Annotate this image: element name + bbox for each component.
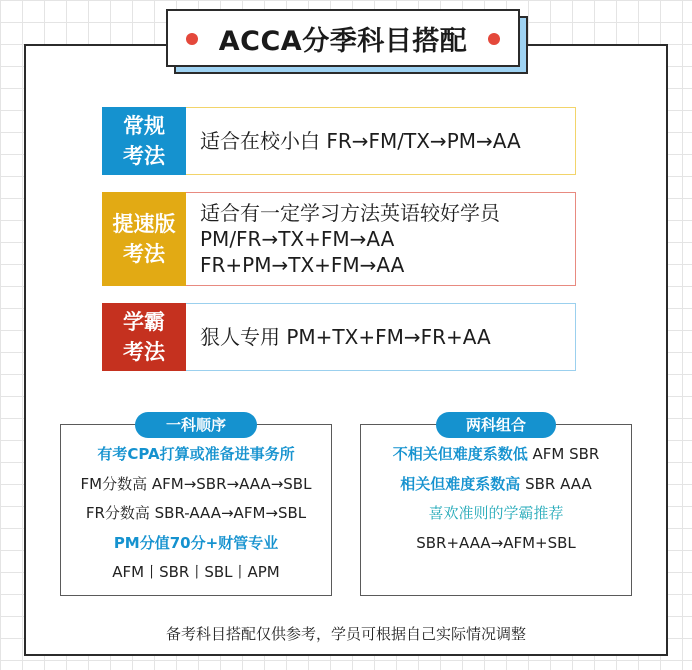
panel-line	[400, 470, 591, 500]
panel-two-subjects	[360, 416, 632, 596]
panel-text: SBR AAA	[520, 474, 592, 493]
method-row-fast	[102, 192, 576, 286]
panel-line: 有考CPA打算或准备进事务所	[97, 445, 295, 463]
method-tag-fast	[102, 192, 186, 286]
panel-line: FR分数高 SBR-AAA→AFM→SBL	[85, 504, 307, 522]
method-tag-line1: 学霸	[123, 310, 165, 334]
method-tag-line2: 考法	[123, 242, 165, 266]
panel-tag-one-subject: 一科顺序	[135, 412, 257, 438]
method-tag-line1: 提速版	[112, 212, 176, 236]
panel-text: AFM SBR	[527, 445, 600, 463]
page-title: ACCA分季科目搭配	[218, 25, 468, 57]
method-tag-line2: 考法	[123, 144, 165, 168]
method-text: PM/FR→TX+FM→AA	[200, 227, 395, 251]
footnote: 备考科目搭配仅供参考，学员可根据自己实际情况调整	[165, 625, 526, 643]
method-body-topstudent	[186, 303, 576, 371]
title-banner	[166, 9, 520, 67]
panel-one-subject	[60, 416, 332, 596]
method-text: 适合在校小白 FR→FM/TX→PM→AA	[200, 129, 521, 153]
panel-tag-two-subjects: 两科组合	[436, 412, 556, 438]
panel-line: FM分数高 AFM→SBR→AAA→SBL	[80, 474, 312, 493]
method-tag-regular	[102, 107, 186, 175]
title-dot-right	[488, 33, 500, 45]
method-row-regular	[102, 107, 576, 175]
title-dot-left	[186, 33, 198, 45]
method-text: 狠人专用 PM+TX+FM→FR+AA	[200, 325, 491, 349]
method-body-regular	[186, 107, 576, 175]
panel-line: 喜欢准则的学霸推荐	[428, 504, 564, 522]
method-text: FR+PM→TX+FM→AA	[200, 253, 405, 277]
method-row-topstudent	[102, 303, 576, 371]
panel-line	[393, 440, 600, 470]
panel-line: PM分值70分+财管专业	[113, 533, 279, 552]
panel-highlight: 不相关但难度系数低	[392, 445, 528, 463]
panel-highlight: 相关但难度系数高	[400, 474, 521, 493]
method-tag-line1: 常规	[123, 114, 165, 138]
method-body-fast	[186, 192, 576, 286]
panel-line: SBR+AAA→AFM+SBL	[416, 533, 576, 552]
method-tag-line2: 考法	[123, 340, 165, 364]
method-tag-topstudent	[102, 303, 186, 371]
panel-line: AFM丨SBR丨SBL丨APM	[112, 563, 280, 581]
method-text: 适合有一定学习方法英语较好学员	[200, 201, 500, 225]
